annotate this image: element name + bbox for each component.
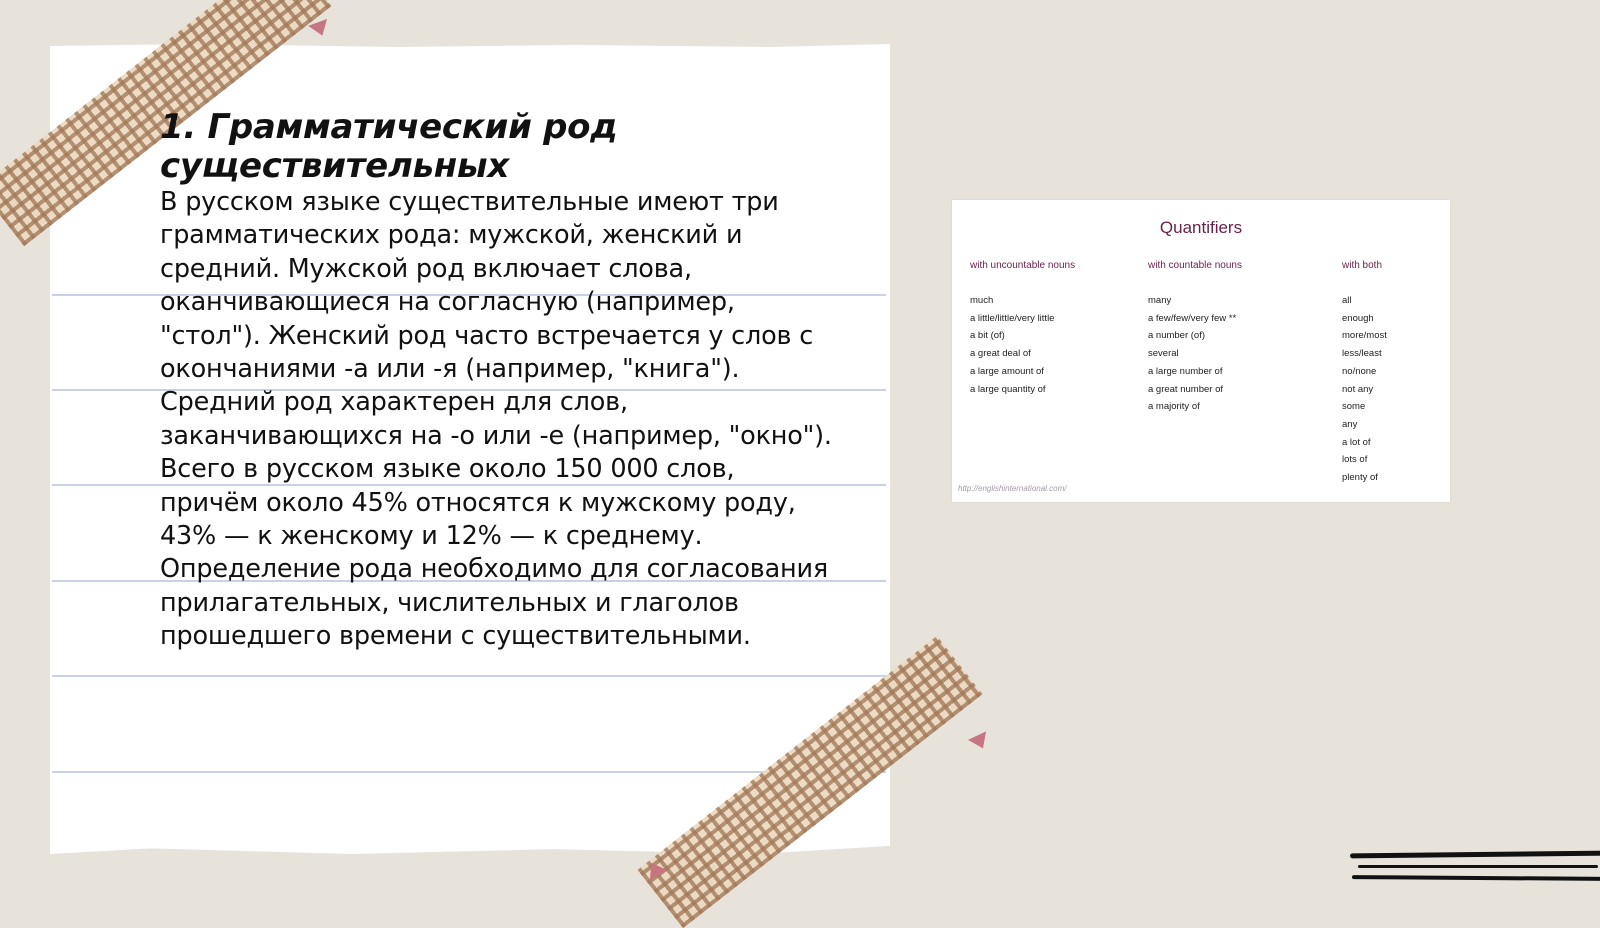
list-item: lots of xyxy=(1342,454,1368,466)
quantifiers-column-uncountable xyxy=(970,260,1075,398)
image-source-caption: http://englishinternational.com/ xyxy=(958,484,1067,493)
slide-body-text: В русском языке существительные имеют три грамматических рода: мужской, женский и средний. Мужской род включает слова, оканчивающиеся на согласную (например, "стол"). Женский род часто встречается у слов с окончаниями -а или -я (например, "книга"). Средний род характерен для слов, заканчивающихся на -о или -е (например, "окно"). Всего в русском языке около 150 000 слов, причём около 45% относятся к мужскому роду, 43% — к женскому и 12% — к среднему. Определение рода необходимо для согласования прилагательных, числительных и глаголов прошедшего времени с существительными. xyxy=(160,187,832,652)
list-item: enough xyxy=(1342,312,1374,324)
list-item: not any xyxy=(1342,383,1374,395)
quantifiers-column-countable xyxy=(1148,260,1242,416)
column-heading: with both xyxy=(1342,260,1383,271)
brush-stroke-decoration xyxy=(1350,851,1600,859)
list-item: any xyxy=(1342,418,1358,430)
list-item: a large quantity of xyxy=(970,383,1046,395)
brush-stroke-decoration xyxy=(1358,865,1598,868)
list-item: a majority of xyxy=(1148,401,1200,413)
list-item: more/most xyxy=(1342,330,1387,342)
list-item: many xyxy=(1148,295,1172,306)
list-item: a large amount of xyxy=(970,365,1044,377)
tape-end-decoration xyxy=(968,731,992,752)
list-item: a few/few/very few ** xyxy=(1148,312,1237,324)
list-item: a lot of xyxy=(1342,436,1371,448)
brush-stroke-decoration xyxy=(1352,875,1600,881)
column-heading: with countable nouns xyxy=(1148,260,1242,271)
list-item: a great number of xyxy=(1148,383,1223,395)
list-item: a bit (of) xyxy=(970,330,1005,342)
list-item: less/least xyxy=(1342,348,1382,360)
quantifiers-column-both xyxy=(1342,260,1387,487)
quantifiers-image xyxy=(952,200,1450,502)
list-item: much xyxy=(970,295,994,306)
list-item: all xyxy=(1342,295,1352,306)
list-item: a large number of xyxy=(1148,365,1223,377)
tape-end-decoration xyxy=(308,19,332,39)
list-item: no/none xyxy=(1342,365,1377,377)
slide-title: 1. Грамматический род существительных xyxy=(160,107,618,186)
list-item: a great deal of xyxy=(970,348,1031,360)
list-item: a little/little/very little xyxy=(970,312,1055,324)
list-item: a number (of) xyxy=(1148,330,1206,342)
ruled-line xyxy=(52,675,886,677)
quantifiers-title: Quantifiers xyxy=(1159,218,1243,237)
list-item: some xyxy=(1342,401,1366,413)
column-heading: with uncountable nouns xyxy=(970,260,1076,271)
list-item: several xyxy=(1148,348,1179,360)
list-item: plenty of xyxy=(1342,472,1378,484)
